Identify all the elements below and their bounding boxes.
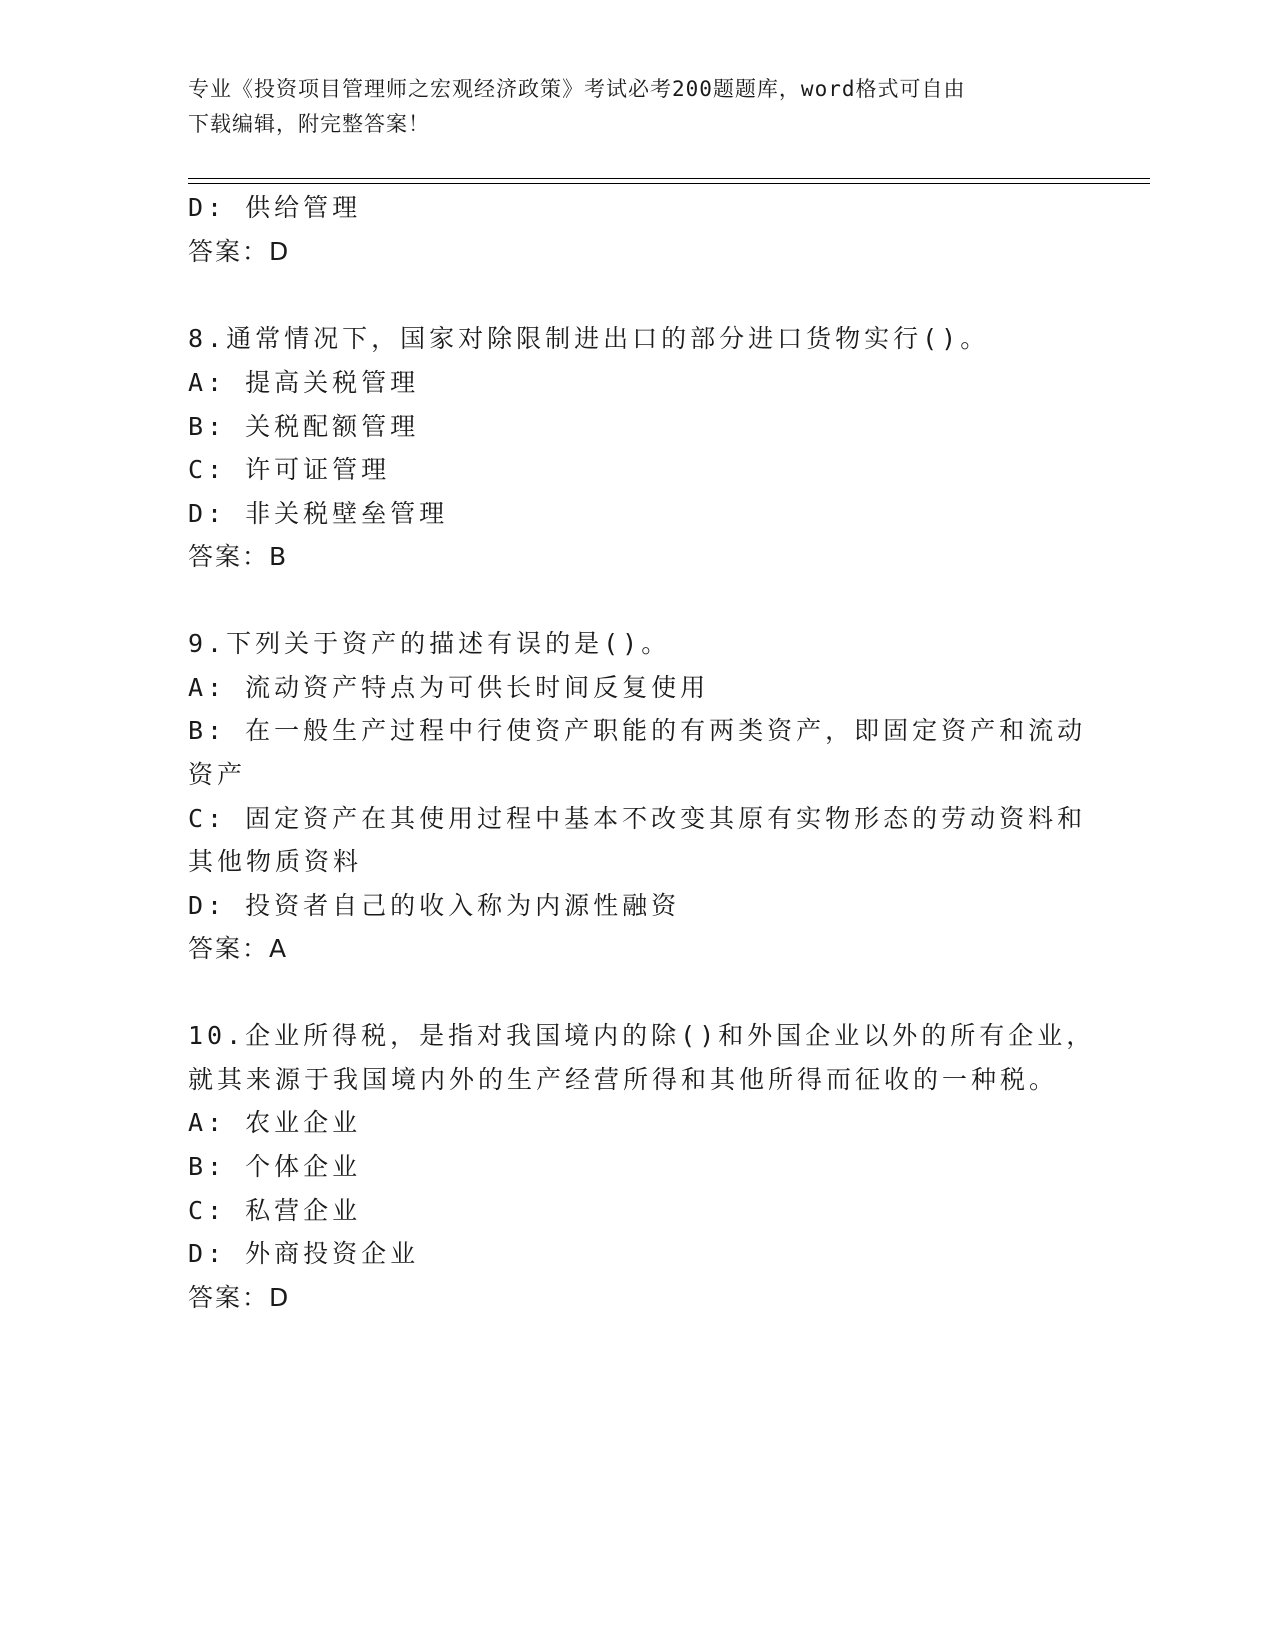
q8-option-a: A: 提高关税管理 (188, 368, 420, 397)
q10-option-a: A: 农业企业 (188, 1108, 362, 1137)
q9-option-b-line2: 资产 (188, 760, 247, 789)
q9-option-d: D: 投资者自己的收入称为内源性融资 (188, 891, 681, 920)
q10-stem-line1: 10.企业所得税，是指对我国境内的除()和外国企业以外的所有企业， (188, 1021, 1096, 1050)
q8-option-b: B: 关税配额管理 (188, 412, 420, 441)
prev-option-d: D: 供给管理 (188, 193, 362, 222)
q9-stem: 9.下列关于资产的描述有误的是()。 (188, 629, 671, 658)
header-divider-bottom (188, 183, 1150, 184)
q8-stem: 8.通常情况下，国家对除限制进出口的部分进口货物实行()。 (188, 324, 990, 353)
header-divider-top (188, 178, 1150, 179)
q8-option-d: D: 非关税壁垒管理 (188, 499, 449, 528)
document-header (188, 72, 1088, 142)
q10-answer: 答案：D (188, 1283, 291, 1312)
q10-option-d: D: 外商投资企业 (188, 1239, 420, 1268)
q9-option-c-line2: 其他物质资料 (188, 847, 363, 876)
q10-stem-line2: 就其来源于我国境内外的生产经营所得和其他所得而征收的一种税。 (188, 1065, 1059, 1094)
q9-answer: 答案：A (188, 934, 289, 963)
prev-answer: 答案：D (188, 237, 291, 266)
header-line-1: 专业《投资项目管理师之宏观经济政策》考试必考200题题库，word格式可自由 (188, 77, 966, 101)
q9-option-b-line1: B: 在一般生产过程中行使资产职能的有两类资产，即固定资产和流动 (188, 716, 1087, 745)
q9-option-a: A: 流动资产特点为可供长时间反复使用 (188, 673, 710, 702)
q10-option-b: B: 个体企业 (188, 1152, 362, 1181)
q8-answer: 答案：B (188, 542, 289, 571)
q9-option-c-line1: C: 固定资产在其使用过程中基本不改变其原有实物形态的劳动资料和 (188, 804, 1087, 833)
header-line-2: 下载编辑，附完整答案！ (188, 112, 430, 136)
q8-option-c: C: 许可证管理 (188, 455, 391, 484)
q10-option-c: C: 私营企业 (188, 1196, 362, 1225)
